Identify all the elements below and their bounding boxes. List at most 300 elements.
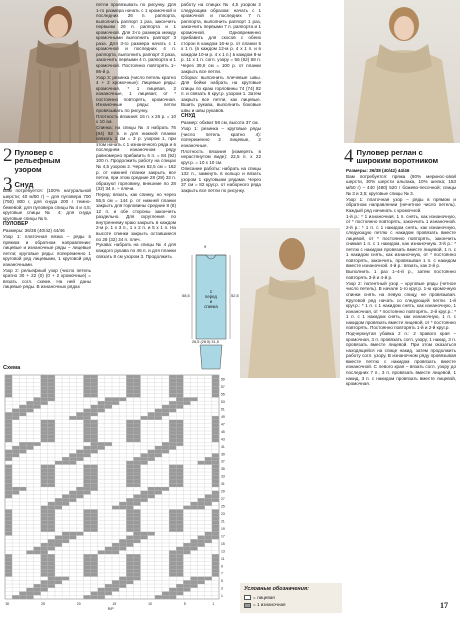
- purl-cell: [83, 375, 90, 379]
- purl-cell: [162, 487, 169, 491]
- purl-cell: [205, 536, 212, 540]
- purl-cell: [48, 382, 55, 386]
- purl-cell: [176, 435, 183, 439]
- purl-cell: [5, 427, 12, 431]
- purl-cell: [83, 476, 90, 480]
- purl-cell: [162, 446, 169, 450]
- purl-cell: [176, 386, 183, 390]
- purl-cell: [91, 420, 98, 424]
- row-number-label: 5: [221, 579, 223, 584]
- purl-cell: [126, 562, 133, 566]
- purl-cell: [212, 558, 219, 562]
- purl-cell: [141, 461, 148, 465]
- purl-cell: [176, 558, 183, 562]
- purl-cell: [69, 491, 76, 495]
- purl-cell: [41, 524, 48, 528]
- repeat-label: R/P: [107, 607, 114, 611]
- purl-cell: [83, 558, 90, 562]
- purl-cell: [5, 382, 12, 386]
- purl-cell: [190, 577, 197, 581]
- purl-cell: [176, 472, 183, 476]
- purl-cell: [169, 513, 176, 517]
- purl-cell: [91, 386, 98, 390]
- purl-cell: [76, 491, 83, 495]
- purl-cell: [48, 480, 55, 484]
- purl-cell: [5, 565, 12, 569]
- purl-cell: [98, 550, 105, 554]
- purl-cell: [169, 409, 176, 413]
- purl-cell: [91, 431, 98, 435]
- purl-cell: [133, 438, 140, 442]
- purl-cell: [55, 502, 62, 506]
- purl-cell: [212, 379, 219, 383]
- purl-cell: [19, 442, 26, 446]
- purl-cell: [212, 438, 219, 442]
- purl-cell: [83, 394, 90, 398]
- purl-cell: [212, 427, 219, 431]
- purl-cell: [148, 491, 155, 495]
- row-number-label: 57: [221, 385, 225, 390]
- column-number-label: 30: [5, 602, 10, 606]
- purl-cell: [212, 573, 219, 577]
- purl-cell: [41, 438, 48, 442]
- snood-pattern-text: Узор 1: резинка – круговые ряды (число петель кратно 4): попеременно 2 лицевые, 2 изнаночные.: [181, 126, 261, 148]
- purl-cell: [19, 446, 26, 450]
- purl-cell: [83, 379, 90, 383]
- photo-raglan-pullover: [344, 0, 460, 143]
- legend-title: Условные обозначения:: [244, 586, 309, 592]
- purl-cell: [83, 509, 90, 513]
- purl-cell: [48, 397, 55, 401]
- purl-cell: [83, 513, 90, 517]
- purl-cell: [148, 416, 155, 420]
- purl-cell: [76, 532, 83, 536]
- purl-cell: [91, 442, 98, 446]
- purl-cell: [83, 465, 90, 469]
- purl-cell: [133, 382, 140, 386]
- purl-cell: [48, 509, 55, 513]
- purl-cell: [48, 513, 55, 517]
- purl-cell: [169, 562, 176, 566]
- purl-cell: [26, 405, 33, 409]
- purl-cell: [169, 521, 176, 525]
- row-number-label: 35: [221, 467, 225, 472]
- chart-label: Схема: [3, 365, 21, 371]
- purl-cell: [91, 465, 98, 469]
- purl-cell: [48, 390, 55, 394]
- purl-cell: [155, 416, 162, 420]
- purl-cell: [55, 506, 62, 510]
- purl-cell: [41, 472, 48, 476]
- purl-cell: [91, 554, 98, 558]
- schematic-right-dim: 52,5: [231, 293, 239, 298]
- purl-cell: [169, 569, 176, 573]
- purl-cell: [212, 472, 219, 476]
- purl-cell: [190, 397, 197, 401]
- model-figure-2: [344, 0, 460, 143]
- purl-cell: [176, 524, 183, 528]
- purl-cell: [91, 595, 98, 599]
- purl-cell: [62, 494, 69, 498]
- purl-cell: [48, 543, 55, 547]
- purl-cell: [133, 483, 140, 487]
- purl-cell: [126, 517, 133, 521]
- snood-gauge-text: Плотность вязания (измерять в нерастянутом виде): 22,5 п. х 22 круг.р. = 10 х 10 см.: [181, 148, 261, 165]
- purl-cell: [212, 382, 219, 386]
- purl-cell: [41, 424, 48, 428]
- purl-cell: [119, 584, 126, 588]
- purl-cell: [133, 539, 140, 543]
- column-number-label: 15: [112, 602, 117, 606]
- article-title-pullover: [3, 146, 98, 194]
- purl-cell: [169, 468, 176, 472]
- purl-cell: [126, 580, 133, 584]
- purl-cell: [76, 450, 83, 454]
- purl-cell: [190, 584, 197, 588]
- purl-cell: [41, 547, 48, 551]
- purl-cell: [83, 595, 90, 599]
- purl-cell: [55, 543, 62, 547]
- pattern-1-text: Узор 1: платочная вязка – ряды в прямом и обратном направлении: лицевые и изнаночные ряды – лицевые петли; круговые ряды: попеременно 1 круговой ряд лицевыми, 1 круговой ряд изнаночными.: [3, 234, 91, 267]
- purl-cell: [41, 558, 48, 562]
- purl-cell: [212, 431, 219, 435]
- purl-cell: [133, 558, 140, 562]
- purl-cell: [169, 472, 176, 476]
- purl-cell: [41, 573, 48, 577]
- purl-cell: [119, 547, 126, 551]
- purl-cell: [133, 468, 140, 472]
- purl-cell: [148, 487, 155, 491]
- purl-cell: [48, 573, 55, 577]
- purl-cell: [155, 409, 162, 413]
- purl-cell: [48, 558, 55, 562]
- text-column-3: [181, 2, 261, 227]
- purl-cell: [5, 420, 12, 424]
- purl-cell: [212, 536, 219, 540]
- purl-cell: [169, 394, 176, 398]
- purl-cell: [83, 487, 90, 491]
- purl-cell: [91, 509, 98, 513]
- purl-cell: [126, 554, 133, 558]
- purl-cell: [12, 446, 19, 450]
- purl-cell: [176, 442, 183, 446]
- purl-cell: [5, 390, 12, 394]
- purl-cell: [91, 573, 98, 577]
- purl-cell: [141, 457, 148, 461]
- purl-cell: [169, 550, 176, 554]
- purl-cell: [212, 480, 219, 484]
- purl-cell: [91, 424, 98, 428]
- purl-cell: [69, 536, 76, 540]
- purl-cell: [133, 562, 140, 566]
- purl-cell: [48, 483, 55, 487]
- purl-cell: [5, 573, 12, 577]
- column-number-label: 20: [76, 602, 81, 606]
- purl-cell: [83, 468, 90, 472]
- knit-swatch-icon: [244, 595, 251, 600]
- pattern-2-cont-text: петли провязывать по рисунку. Для 1-го размера начать с 1 кромочной и последних 26 п. раппорта, выполнить раппорт 1 раз, закончить первыми 26 п. раппорта и 1 кромочной. Для 2-го размера между кромочными выполнить раппорт 3 раза. Для 3-го размера начать с 1 кромочной и последних 4 п. раппорта, выполнить раппорт 3 раза, закончить первыми 4 п. раппорта и 1 кромочной. Постоянно повторять 1–86-й р.: [96, 2, 176, 74]
- purl-cell: [126, 502, 133, 506]
- purl-cell: [190, 539, 197, 543]
- purl-cell: [148, 532, 155, 536]
- purl-cell: [5, 517, 12, 521]
- purl-cell: [83, 382, 90, 386]
- purl-cell: [5, 465, 12, 469]
- purl-cell: [41, 375, 48, 379]
- purl-cell: [176, 509, 183, 513]
- row-number-label: 1: [221, 594, 223, 599]
- purl-cell: [34, 405, 41, 409]
- purl-cell: [26, 550, 33, 554]
- purl-cell: [19, 409, 26, 413]
- purl-cell: [34, 584, 41, 588]
- purl-cell: [141, 453, 148, 457]
- purl-cell: [83, 554, 90, 558]
- text-column-2: [96, 2, 176, 358]
- snood-size-text: Размер: обхват 58 см, высота 37 см.: [181, 120, 259, 126]
- purl-cell: [48, 577, 55, 581]
- purl-cell: [205, 498, 212, 502]
- purl-cell: [34, 588, 41, 592]
- purl-cell: [12, 491, 19, 495]
- text-column-1: [3, 188, 91, 358]
- purl-cell: [48, 424, 55, 428]
- purl-cell: [5, 438, 12, 442]
- column-number-label: 25: [41, 602, 45, 606]
- purl-cell: [205, 532, 212, 536]
- purl-cell: [141, 491, 148, 495]
- purl-cell: [48, 584, 55, 588]
- schematic-label: 1 перед и спинка: [204, 289, 218, 309]
- purl-cell: [26, 409, 33, 413]
- purl-cell: [48, 539, 55, 543]
- purl-cell: [91, 405, 98, 409]
- purl-cell: [76, 416, 83, 420]
- raglan-pattern-2-text: Узор 2: патентный узор – круговые ряды (четное число петель). В начале 1-го круг.р. 1-ю кромочную спинки снять на левую спицу, не провязывая. Круговой ряд начать со следующей петли. 1-й круг.р.: * 1 п. с 1 накидом снять, как изнаночную, 1 изнаночная, от * постоянно повторять. 2-й круг.р.: * 1 п. с 1 накидом снять, как изнаночную, 1 п. с накидом провязать вместе лицевой, от * постоянно повторять. Постоянно повторять 1-й и 2-й круг.р.: [346, 280, 456, 331]
- purl-cell: [133, 431, 140, 435]
- row-number-label: 39: [221, 452, 225, 457]
- purl-cell: [183, 397, 190, 401]
- purl-cell: [133, 577, 140, 581]
- purl-cell: [119, 539, 126, 543]
- purl-cell: [198, 580, 205, 584]
- purl-cell: [34, 401, 41, 405]
- purl-cell: [133, 513, 140, 517]
- purl-cell: [212, 569, 219, 573]
- purl-cell: [62, 539, 69, 543]
- purl-cell: [41, 397, 48, 401]
- purl-cell: [190, 543, 197, 547]
- purl-cell: [105, 550, 112, 554]
- purl-cell: [112, 550, 119, 554]
- purl-cell: [41, 379, 48, 383]
- purl-cell: [83, 450, 90, 454]
- purl-cell: [48, 476, 55, 480]
- purl-cell: [141, 532, 148, 536]
- raglan-pattern-1-text: Узор 1: платочная узор – ряды в прямом и обратном направлении (нечетное число петель). Каждый ряд начинать с кромочной.: [346, 196, 456, 213]
- purl-cell: [148, 457, 155, 461]
- purl-cell: [169, 424, 176, 428]
- purl-cell: [126, 521, 133, 525]
- row-number-label: 49: [221, 414, 225, 419]
- purl-cell: [41, 420, 48, 424]
- purl-cell: [176, 480, 183, 484]
- purl-cell: [169, 420, 176, 424]
- purl-cell: [126, 577, 133, 581]
- purl-cell: [19, 405, 26, 409]
- purl-cell: [41, 554, 48, 558]
- purl-cell: [176, 405, 183, 409]
- purl-cell: [91, 592, 98, 596]
- purl-cell: [112, 543, 119, 547]
- purl-cell: [176, 565, 183, 569]
- purl-cell: [112, 584, 119, 588]
- purl-cell: [76, 494, 83, 498]
- purl-cell: [91, 446, 98, 450]
- article-heading-pullover: Пуловер с рельефным узором: [14, 148, 61, 174]
- purl-cell: [83, 524, 90, 528]
- purl-cell: [5, 524, 12, 528]
- row-number-label: 55: [221, 392, 225, 397]
- purl-cell: [133, 386, 140, 390]
- purl-cell: [5, 394, 12, 398]
- purl-cell: [62, 532, 69, 536]
- purl-cell: [105, 547, 112, 551]
- purl-cell: [76, 412, 83, 416]
- purl-cell: [41, 483, 48, 487]
- purl-cell: [12, 416, 19, 420]
- schematic-bottom-dim: 26,5 (28,5) 31,5: [192, 340, 219, 344]
- purl-cell: [5, 509, 12, 513]
- purl-cell: [133, 435, 140, 439]
- raglan-decrease-text: Подчеркнутая убавка 2 п.: 2 правого края – кромочная, 3 п. провязать согл. узору, 1 накид, 3 п. провязать вместе лицевой. При этом оказаться находящейся на спице накид, затем продолжить работу согл. узору. В изнаночном ряду провязывая вместе петлю с накидом провязать вместе изнаночной. С левого края – вязать согл. узору до последних 7 п., 3 п. провязать вместе лицевой, 1 накид, 3 п. с накидом провязать вместе лицевой, кромочная.: [346, 331, 456, 387]
- purl-cell: [126, 569, 133, 573]
- purl-cell: [83, 528, 90, 532]
- purl-cell: [176, 394, 183, 398]
- snood-work-text: Описание работы: набрать на спицы 132 п., замкнуть в кольцо и вязать узором 1 круговыми рядами. Через 37 см = 82 круг.р. от наборного ряда закрыть все петли по рисунку.: [181, 165, 261, 193]
- purl-cell: [126, 528, 133, 532]
- purl-cell: [141, 494, 148, 498]
- purl-cell: [169, 379, 176, 383]
- purl-cell: [5, 569, 12, 573]
- purl-cell: [48, 465, 55, 469]
- purl-cell: [83, 446, 90, 450]
- purl-cell: [105, 442, 112, 446]
- purl-cell: [212, 453, 219, 457]
- schematic-top-dim: 9: [204, 244, 207, 249]
- column-number-label: 10: [148, 602, 152, 606]
- purl-cell: [133, 390, 140, 394]
- purl-cell: [126, 390, 133, 394]
- purl-cell: [126, 382, 133, 386]
- purl-cell: [133, 536, 140, 540]
- purl-cell: [41, 569, 48, 573]
- purl-cell: [119, 502, 126, 506]
- purl-cell: [126, 472, 133, 476]
- purl-cell: [26, 592, 33, 596]
- purl-cell: [69, 457, 76, 461]
- purl-cell: [212, 517, 219, 521]
- purl-cell: [98, 401, 105, 405]
- row-number-label: 19: [221, 526, 225, 531]
- purl-cell: [48, 394, 55, 398]
- purl-cell: [83, 562, 90, 566]
- purl-cell: [155, 450, 162, 454]
- row-number-label: 45: [221, 429, 225, 434]
- purl-cell: [48, 517, 55, 521]
- row-number-label: 27: [221, 497, 225, 502]
- purl-cell: [176, 528, 183, 532]
- photo-raglan-back: [240, 228, 340, 378]
- purl-cell: [41, 528, 48, 532]
- purl-cell: [91, 565, 98, 569]
- purl-cell: [41, 382, 48, 386]
- raglan-materials-text: Вам потребуется: пряжа (60% меринос-овой шерсти, 30% шерсти альпака, 10% шелка; 153 м/50 г) – 440 (480) 520 г божево-песочной; спицы № 3 и 3,5; круговые спицы № 3.: [346, 173, 456, 196]
- purl-cell: [133, 521, 140, 525]
- purl-cell: [76, 457, 83, 461]
- purl-cell: [5, 379, 12, 383]
- purl-cell: [26, 588, 33, 592]
- purl-cell: [169, 401, 176, 405]
- purl-cell: [169, 386, 176, 390]
- purl-cell: [5, 450, 12, 454]
- purl-cell: [162, 412, 169, 416]
- purl-cell: [176, 397, 183, 401]
- purl-cell: [133, 528, 140, 532]
- purl-cell: [12, 412, 19, 416]
- purl-cell: [205, 502, 212, 506]
- purl-cell: [169, 480, 176, 484]
- garment-schematic: [182, 233, 240, 373]
- purl-cell: [5, 521, 12, 525]
- purl-cell: [198, 461, 205, 465]
- purl-cell: [212, 394, 219, 398]
- row-number-label: 15: [221, 541, 225, 546]
- purl-cell: [91, 427, 98, 431]
- purl-cell: [133, 457, 140, 461]
- purl-cell: [98, 405, 105, 409]
- purl-cell: [5, 558, 12, 562]
- purl-cell: [12, 595, 19, 599]
- purl-cell: [133, 554, 140, 558]
- row-number-label: 59: [221, 377, 225, 382]
- purl-cell: [183, 584, 190, 588]
- column-number-label: 5: [183, 602, 186, 606]
- purl-cell: [48, 502, 55, 506]
- purl-cell: [169, 528, 176, 532]
- purl-cell: [83, 409, 90, 413]
- purl-cell: [212, 435, 219, 439]
- purl-cell: [83, 386, 90, 390]
- purl-cell: [26, 442, 33, 446]
- purl-cell: [169, 382, 176, 386]
- purl-cell: [41, 476, 48, 480]
- purl-cell: [126, 427, 133, 431]
- purl-cell: [91, 487, 98, 491]
- purl-cell: [48, 580, 55, 584]
- purl-cell: [155, 412, 162, 416]
- purl-cell: [169, 517, 176, 521]
- front-text: Перед: вязать, как спинку, но через 55,5 см = 144 р. от нижней планки закрыть для горловины средние 8 (8) 12 п. и обе стороны закончить раздельно. Для скругления по внутреннему краю закрыть в каждом 2-м р. 1 х 3 п., 1 х 2 п. и 5 х 1 п. На высоте спинки закрыть оставшиеся по 28 (32) 34 п. плеч.: [96, 192, 176, 242]
- purl-cell: [183, 580, 190, 584]
- purl-cell: [48, 521, 55, 525]
- purl-cell: [41, 401, 48, 405]
- purl-cell: [126, 565, 133, 569]
- purl-cell: [19, 487, 26, 491]
- purl-cell: [190, 580, 197, 584]
- purl-cell: [198, 506, 205, 510]
- purl-cell: [62, 577, 69, 581]
